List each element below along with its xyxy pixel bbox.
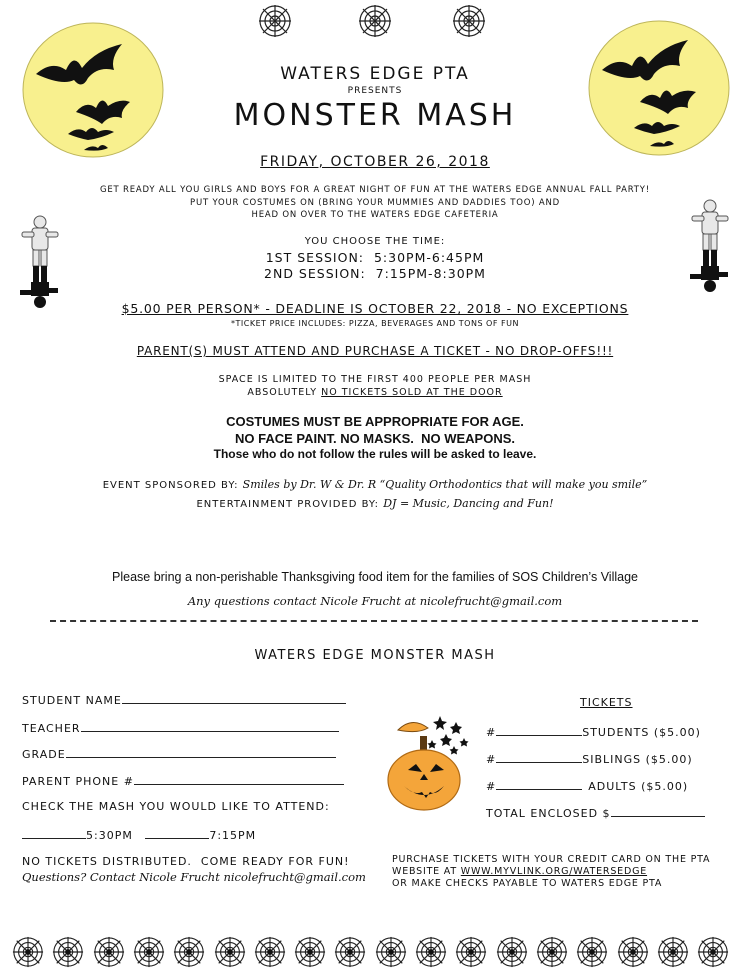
- parent-phone-input-line[interactable]: [134, 773, 344, 785]
- space-limit: SPACE IS LIMITED TO THE FIRST 400 PEOPLE PER MASH: [218, 374, 532, 385]
- rule-consequence: Those who do not follow the rules will be asked to leave.: [213, 447, 537, 461]
- session-second: 2ND SESSION: 7:15PM-8:30PM: [264, 266, 486, 281]
- presents-label: PRESENTS: [347, 86, 403, 96]
- rule-costumes: COSTUMES MUST BE APPROPRIATE FOR AGE.: [226, 414, 524, 429]
- spider-web-icon: [294, 936, 326, 968]
- cut-line-divider: [50, 620, 698, 622]
- siblings-qty-line[interactable]: [496, 751, 582, 763]
- session-2-checkbox-line[interactable]: [145, 827, 209, 839]
- student-name-input-line[interactable]: [122, 692, 346, 704]
- spider-web-icon: [657, 936, 689, 968]
- pta-website-link[interactable]: WWW.MYVLINK.ORG/WATERSEDGE: [460, 866, 648, 877]
- teacher-field[interactable]: [22, 720, 339, 735]
- tickets-heading: TICKETS: [580, 696, 633, 709]
- no-tickets-notice: NO TICKETS DISTRIBUTED. COME READY FOR FUN!: [22, 855, 350, 868]
- spider-web-icon: [12, 936, 44, 968]
- total-enclosed-row[interactable]: [486, 805, 705, 820]
- grade-input-line[interactable]: [66, 746, 336, 758]
- spider-web-icon: [375, 936, 407, 968]
- no-door-sales-prefix: ABSOLUTELY: [247, 387, 322, 398]
- entertainment-label: ENTERTAINMENT PROVIDED BY:: [196, 499, 384, 510]
- questions-top: Any questions contact Nicole Frucht at nicolefrucht@gmail.com: [187, 594, 563, 608]
- session-1-checkbox-line[interactable]: [22, 827, 86, 839]
- spider-web-icon: [214, 936, 246, 968]
- parent-phone-label: PARENT PHONE #: [22, 775, 134, 788]
- intro-line-3: HEAD ON OVER TO THE WATERS EDGE CAFETERIA: [251, 210, 499, 220]
- adults-ticket-label: ADULTS ($5.00): [588, 780, 689, 793]
- siblings-hash: #: [486, 753, 497, 766]
- session-first: 1ST SESSION: 5:30PM-6:45PM: [265, 250, 485, 265]
- spider-web-icon: [576, 936, 608, 968]
- page-title: MONSTER MASH: [233, 98, 517, 133]
- grade-field[interactable]: [22, 746, 336, 761]
- spider-web-icon: [93, 936, 125, 968]
- student-name-field[interactable]: [22, 692, 346, 707]
- teacher-label: TEACHER: [22, 722, 81, 735]
- teacher-input-line[interactable]: [81, 720, 339, 732]
- bottom-web-border: [12, 934, 738, 970]
- session-2-option: 7:15PM: [209, 829, 257, 842]
- spider-web-icon: [496, 936, 528, 968]
- intro-line-1: GET READY ALL YOU GIRLS AND BOYS FOR A GREAT NIGHT OF FUN AT THE WATERS EDGE ANNUAL FALL PARTY!: [99, 185, 651, 195]
- no-door-sales: [0, 387, 750, 398]
- jack-o-lantern-icon: [384, 712, 476, 812]
- no-door-sales-emphasis: NO TICKETS SOLD AT THE DOOR: [321, 387, 503, 398]
- spider-web-icon: [697, 936, 729, 968]
- check-mash-label: CHECK THE MASH YOU WOULD LIKE TO ATTEND:: [22, 800, 330, 813]
- adults-ticket-row[interactable]: [486, 778, 688, 793]
- spider-web-icon: [133, 936, 165, 968]
- spider-web-icon: [254, 936, 286, 968]
- students-hash: #: [486, 726, 497, 739]
- siblings-ticket-row[interactable]: [486, 751, 693, 766]
- questions-bottom: Questions? Contact Nicole Frucht nicolefrucht@gmail.com: [22, 870, 366, 884]
- spider-web-icon: [358, 4, 392, 38]
- spider-web-icon: [452, 4, 486, 38]
- purchase-line-2: [392, 866, 647, 877]
- grade-label: GRADE: [22, 748, 66, 761]
- event-date: FRIDAY, OCTOBER 26, 2018: [260, 154, 490, 170]
- price-deadline: $5.00 PER PERSON* - DEADLINE IS OCTOBER 22, 2018 - NO EXCEPTIONS: [121, 301, 629, 316]
- entertainment-line: [0, 497, 750, 510]
- org-name: WATERS EDGE PTA: [280, 64, 470, 84]
- rule-no-masks: NO FACE PAINT. NO MASKS. NO WEAPONS.: [234, 431, 515, 446]
- session-options: [22, 827, 256, 842]
- spider-web-icon: [173, 936, 205, 968]
- student-name-label: STUDENT NAME: [22, 694, 122, 707]
- siblings-ticket-label: SIBLINGS ($5.00): [582, 753, 693, 766]
- purchase-line-1: PURCHASE TICKETS WITH YOUR CREDIT CARD ON THE PTA: [392, 854, 711, 865]
- spider-web-icon: [334, 936, 366, 968]
- intro-line-2: PUT YOUR COSTUMES ON (BRING YOUR MUMMIES AND DADDIES TOO) AND: [190, 198, 560, 208]
- total-enclosed-line[interactable]: [611, 805, 705, 817]
- food-drive-note: Please bring a non-perishable Thanksgiving food item for the families of SOS Children’s Village: [112, 570, 638, 584]
- form-title: WATERS EDGE MONSTER MASH: [254, 648, 496, 663]
- sponsor-label: EVENT SPONSORED BY:: [102, 480, 243, 491]
- spider-web-icon: [258, 4, 292, 38]
- spider-web-icon: [455, 936, 487, 968]
- purchase-line-3: OR MAKE CHECKS PAYABLE TO WATERS EDGE PTA: [392, 878, 663, 889]
- sessions-heading: YOU CHOOSE THE TIME:: [304, 236, 446, 247]
- total-enclosed-label: TOTAL ENCLOSED $: [486, 807, 611, 820]
- session-1-option: 5:30PM: [86, 829, 133, 842]
- parents-notice: PARENT(S) MUST ATTEND AND PURCHASE A TICKET - NO DROP-OFFS!!!: [136, 344, 614, 358]
- entertainment-value: DJ = Music, Dancing and Fun!: [383, 497, 554, 510]
- students-ticket-label: STUDENTS ($5.00): [582, 726, 701, 739]
- adults-hash: #: [486, 780, 497, 793]
- students-ticket-row[interactable]: [486, 724, 701, 739]
- spider-web-icon: [536, 936, 568, 968]
- sponsor-line: [0, 478, 750, 491]
- sponsor-value: Smiles by Dr. W & Dr. R “Quality Orthodontics that will make you smile”: [242, 478, 648, 491]
- students-qty-line[interactable]: [496, 724, 582, 736]
- spider-web-icon: [52, 936, 84, 968]
- parent-phone-field[interactable]: [22, 773, 344, 788]
- spider-web-icon: [415, 936, 447, 968]
- spider-web-icon: [617, 936, 649, 968]
- adults-qty-line[interactable]: [496, 778, 582, 790]
- purchase-line-2-prefix: WEBSITE AT: [392, 866, 461, 877]
- price-note: *TICKET PRICE INCLUDES: PIZZA, BEVERAGES AND TONS OF FUN: [231, 319, 519, 328]
